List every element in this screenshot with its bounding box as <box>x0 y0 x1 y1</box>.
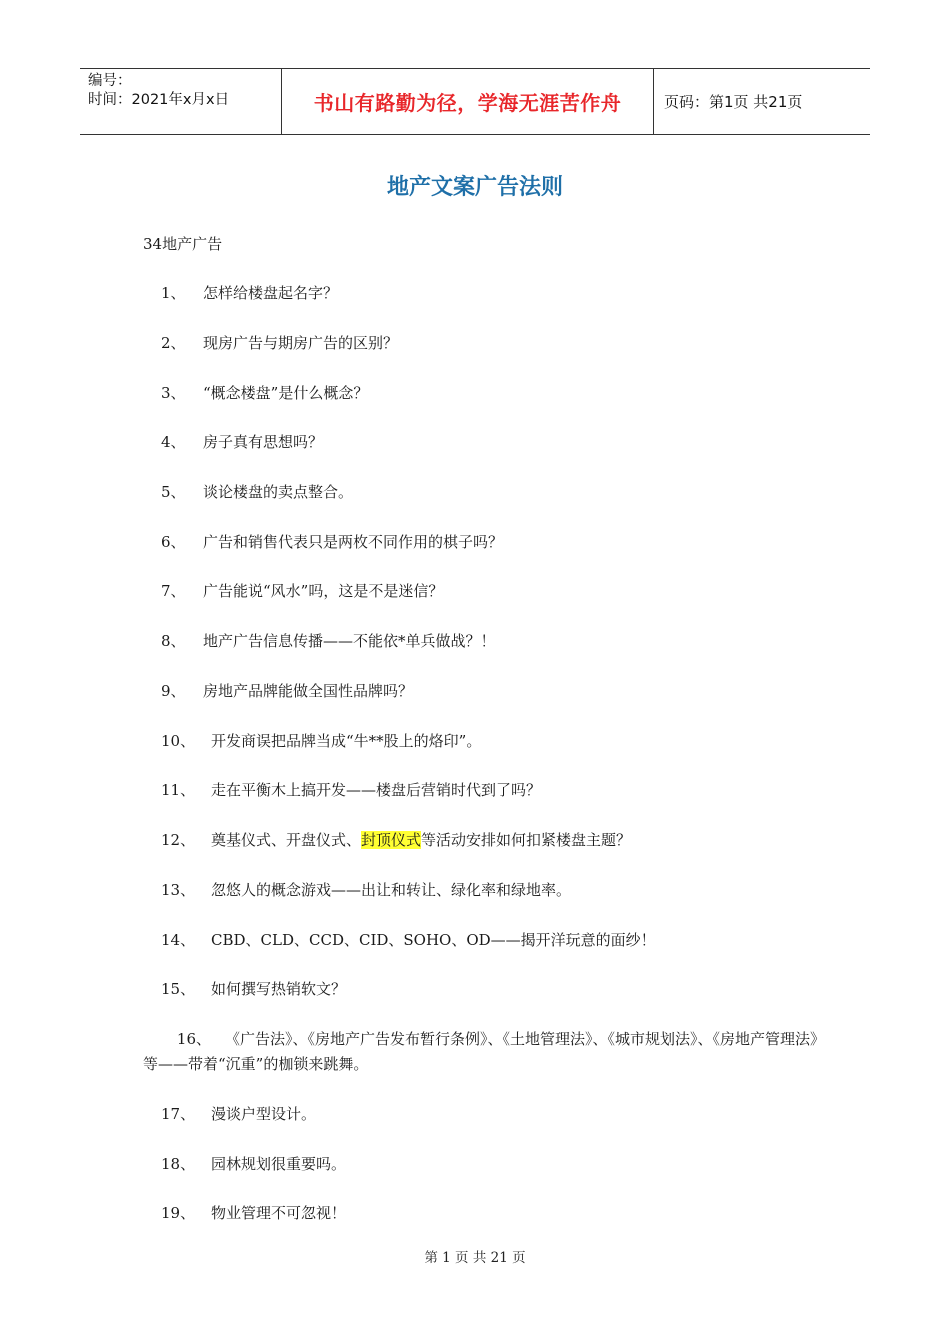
item-text: 忽悠人的概念游戏——出让和转让、绿化率和绿地率。 <box>211 881 572 899</box>
list-item <box>161 979 346 999</box>
item-number: 2、 <box>161 334 186 352</box>
list-item <box>161 780 541 800</box>
item-number: 16、 <box>176 1030 211 1048</box>
page-footer: 第 1 页 共 21 页 <box>424 1250 526 1266</box>
item-number: 15、 <box>161 980 196 998</box>
header-motto: 书山有路勤为径，学海无涯苦作舟 <box>282 69 654 134</box>
item-text: 现房广告与期房广告的区别？ <box>203 334 399 352</box>
item-text: 广告能说“风水”吗，这是不是迷信？ <box>203 582 444 600</box>
item-text: CBD、CLD、CCD、CID、SOHO、OD——揭开洋玩意的面纱！ <box>211 931 656 949</box>
list-item <box>161 482 353 502</box>
item-number: 3、 <box>161 384 186 402</box>
item-text: 房子真有思想吗？ <box>203 433 324 451</box>
list-item <box>161 731 481 751</box>
list-item <box>161 1203 346 1223</box>
list-item <box>161 333 398 353</box>
item-number: 11、 <box>161 781 196 799</box>
list-item <box>143 1027 823 1077</box>
item-number: 8、 <box>161 632 186 650</box>
section-heading: 34地产广告 <box>143 235 223 253</box>
item-number: 4、 <box>161 433 186 451</box>
list-item <box>161 383 368 403</box>
item-number: 18、 <box>161 1155 196 1173</box>
number-label: 编号： <box>88 73 132 89</box>
list-item <box>161 283 338 303</box>
item-number: 1、 <box>161 284 186 302</box>
list-item <box>161 681 413 701</box>
header-page-label: 页码：第1页 共21页 <box>664 93 803 111</box>
item-number: 12、 <box>161 831 196 849</box>
list-item <box>161 880 571 900</box>
list-item <box>161 432 323 452</box>
item-number: 6、 <box>161 533 186 551</box>
list-item <box>161 581 443 601</box>
item-number: 17、 <box>161 1105 196 1123</box>
item-text: 物业管理不可忽视！ <box>211 1204 347 1222</box>
list-item <box>161 631 496 651</box>
item-number: 13、 <box>161 881 196 899</box>
item-text: 园林规划很重要吗。 <box>211 1155 347 1173</box>
item-text-after: 等活动安排如何扣紧楼盘主题？ <box>421 831 632 849</box>
item-number: 19、 <box>161 1204 196 1222</box>
item-text: 漫谈户型设计。 <box>211 1105 317 1123</box>
item-text-before: 奠基仪式、开盘仪式、 <box>211 831 362 849</box>
item-text: 怎样给楼盘起名字？ <box>203 284 339 302</box>
item-text: 走在平衡木上搞开发——楼盘后营销时代到了吗？ <box>211 781 542 799</box>
list-item <box>161 930 656 950</box>
item-number: 5、 <box>161 483 186 501</box>
item-text: “概念楼盘”是什么概念？ <box>203 384 369 402</box>
item-text: 《广告法》、《房地产广告发布暂行条例》、《土地管理法》、《城市规划法》、《房地产管理法》等——带着“沉重”的枷锁来跳舞。 <box>143 1030 818 1073</box>
header-meta <box>80 69 282 134</box>
item-text: 广告和销售代表只是两枚不同作用的棋子吗？ <box>203 533 504 551</box>
item-number: 7、 <box>161 582 186 600</box>
item-text: 谈论楼盘的卖点整合。 <box>203 483 354 501</box>
document-title: 地产文案广告法则 <box>386 175 563 200</box>
list-item <box>161 1154 346 1174</box>
time-label: 时间：2021年x月x日 <box>88 92 230 108</box>
item-number: 9、 <box>161 682 186 700</box>
list-item <box>161 1104 316 1124</box>
item-text: 开发商误把品牌当成“牛**股上的烙印”。 <box>211 732 482 750</box>
item-number: 14、 <box>161 931 196 949</box>
list-item <box>161 830 631 850</box>
item-text: 房地产品牌能做全国性品牌吗？ <box>203 682 414 700</box>
item-text: 如何撰写热销软文？ <box>211 980 347 998</box>
document-header <box>80 68 870 135</box>
item-number: 10、 <box>161 732 196 750</box>
highlighted-text: 封顶仪式 <box>361 831 422 849</box>
item-text: 地产广告信息传播——不能依*单兵做战？！ <box>203 632 496 650</box>
list-item <box>161 532 503 552</box>
